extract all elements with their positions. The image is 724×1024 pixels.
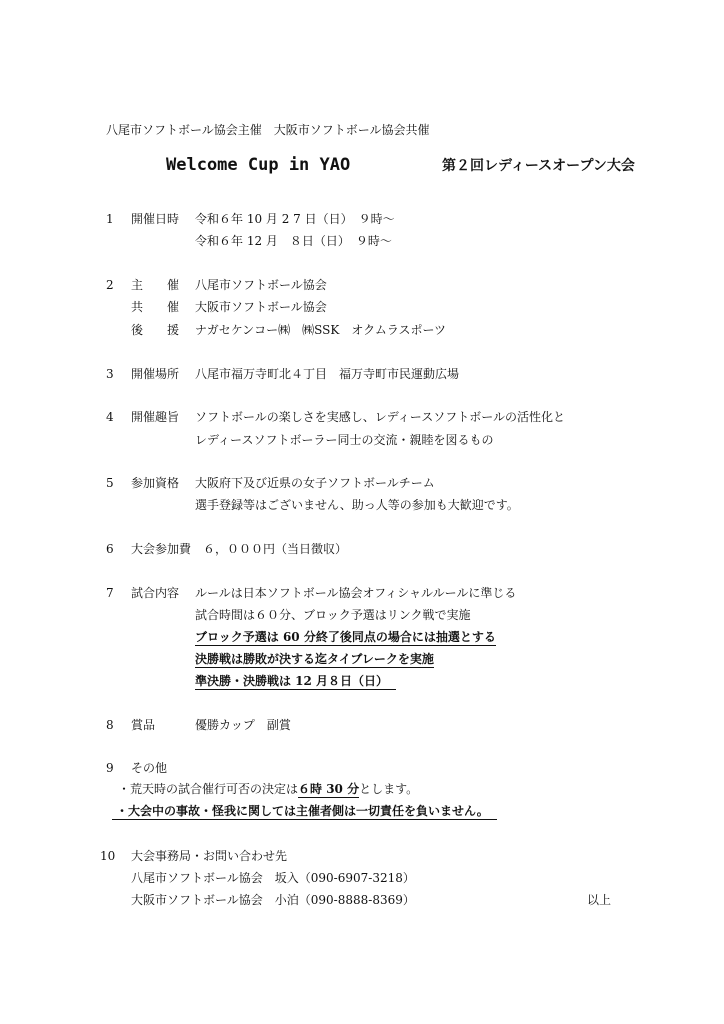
- eligibility-line-1: 大阪府下及び近県の女子ソフトボールチーム: [195, 476, 435, 490]
- date-line-2: 令和６年 12 月 ８日（日） ９時〜: [195, 234, 392, 248]
- section-1-number: 1: [106, 212, 114, 226]
- section-4-label: 開催趣旨: [131, 410, 180, 424]
- weather-note-pre: ・荒天時の試合催行可否の決定は: [118, 782, 299, 796]
- section-4-number: 4: [106, 410, 114, 424]
- entry-fee: 大会参加費 ６，０００円（当日徴収）: [131, 542, 348, 556]
- weather-note: [118, 781, 418, 797]
- weather-note-time: ６時 30 分: [298, 782, 360, 796]
- purpose-line-2: レディースソフトボーラー同士の交流・親睦を図るもの: [195, 433, 494, 447]
- cohost-value: 大阪市ソフトボール協会: [195, 300, 327, 314]
- section-9-number: 9: [106, 761, 114, 775]
- support-label: 後 援: [131, 323, 180, 337]
- section-10-label: 大会事務局・お問い合わせ先: [131, 849, 288, 863]
- rules-line-1: ルールは日本ソフトボール協会オフィシャルルールに準じる: [195, 586, 517, 600]
- section-7-number: 7: [106, 586, 114, 600]
- eligibility-line-2: 選手登録等はございません、助っ人等の参加も大歓迎です。: [195, 498, 519, 512]
- cohost-label: 共 催: [131, 300, 180, 314]
- rules-line-2: 試合時間は６０分、ブロック予選はリンク戦で実施: [195, 608, 471, 622]
- section-8-label: 賞品: [131, 718, 156, 732]
- host-label: 主 催: [131, 278, 180, 292]
- rules-line-3: ブロック予選は 60 分終了後同点の場合には抽選とする: [195, 630, 496, 644]
- host-value: 八尾市ソフトボール協会: [195, 278, 327, 292]
- contact-osaka: 大阪市ソフトボール協会 小泊（090-8888-8369）: [131, 893, 415, 907]
- section-9-label: その他: [131, 761, 168, 775]
- section-5-number: 5: [106, 476, 114, 490]
- section-10-number: 10: [100, 849, 116, 863]
- section-1-label: 開催日時: [131, 212, 180, 226]
- section-5-label: 参加資格: [131, 476, 180, 490]
- closing-mark: 以上: [587, 893, 612, 907]
- event-title-en: Welcome Cup in YAO: [166, 155, 351, 175]
- prize-value: 優勝カップ 副賞: [195, 718, 291, 732]
- venue-value: 八尾市福万寺町北４丁目 福万寺町市民運動広場: [195, 367, 460, 381]
- organizers-line: 八尾市ソフトボール協会主催 大阪市ソフトボール協会共催: [106, 123, 430, 137]
- event-title-jp: 第２回レディースオープン大会: [442, 158, 635, 174]
- section-3-label: 開催場所: [131, 367, 180, 381]
- section-3-number: 3: [106, 367, 114, 381]
- section-2-number: 2: [106, 278, 114, 292]
- rules-line-4: 決勝戦は勝敗が決する迄タイブレークを実施: [195, 652, 434, 666]
- liability-note: ・大会中の事故・怪我に関しては主催者側は一切責任を負いません。: [112, 804, 497, 820]
- purpose-line-1: ソフトボールの楽しさを実感し、レディースソフトボールの活性化と: [195, 410, 565, 424]
- date-line-1: 令和６年 10 月 2 7 日（日） ９時〜: [195, 212, 395, 226]
- weather-note-post: とします。: [359, 782, 419, 796]
- section-7-label: 試合内容: [131, 586, 180, 600]
- section-6-number: 6: [106, 542, 114, 556]
- section-8-number: 8: [106, 718, 114, 732]
- rules-line-5: 準決勝・決勝戦は 12 月８日（日）: [195, 674, 396, 690]
- support-value: ナガセケンコー㈱ ㈱SSK オクムラスポーツ: [195, 323, 447, 337]
- contact-yao: 八尾市ソフトボール協会 坂入（090-6907-3218）: [131, 871, 415, 885]
